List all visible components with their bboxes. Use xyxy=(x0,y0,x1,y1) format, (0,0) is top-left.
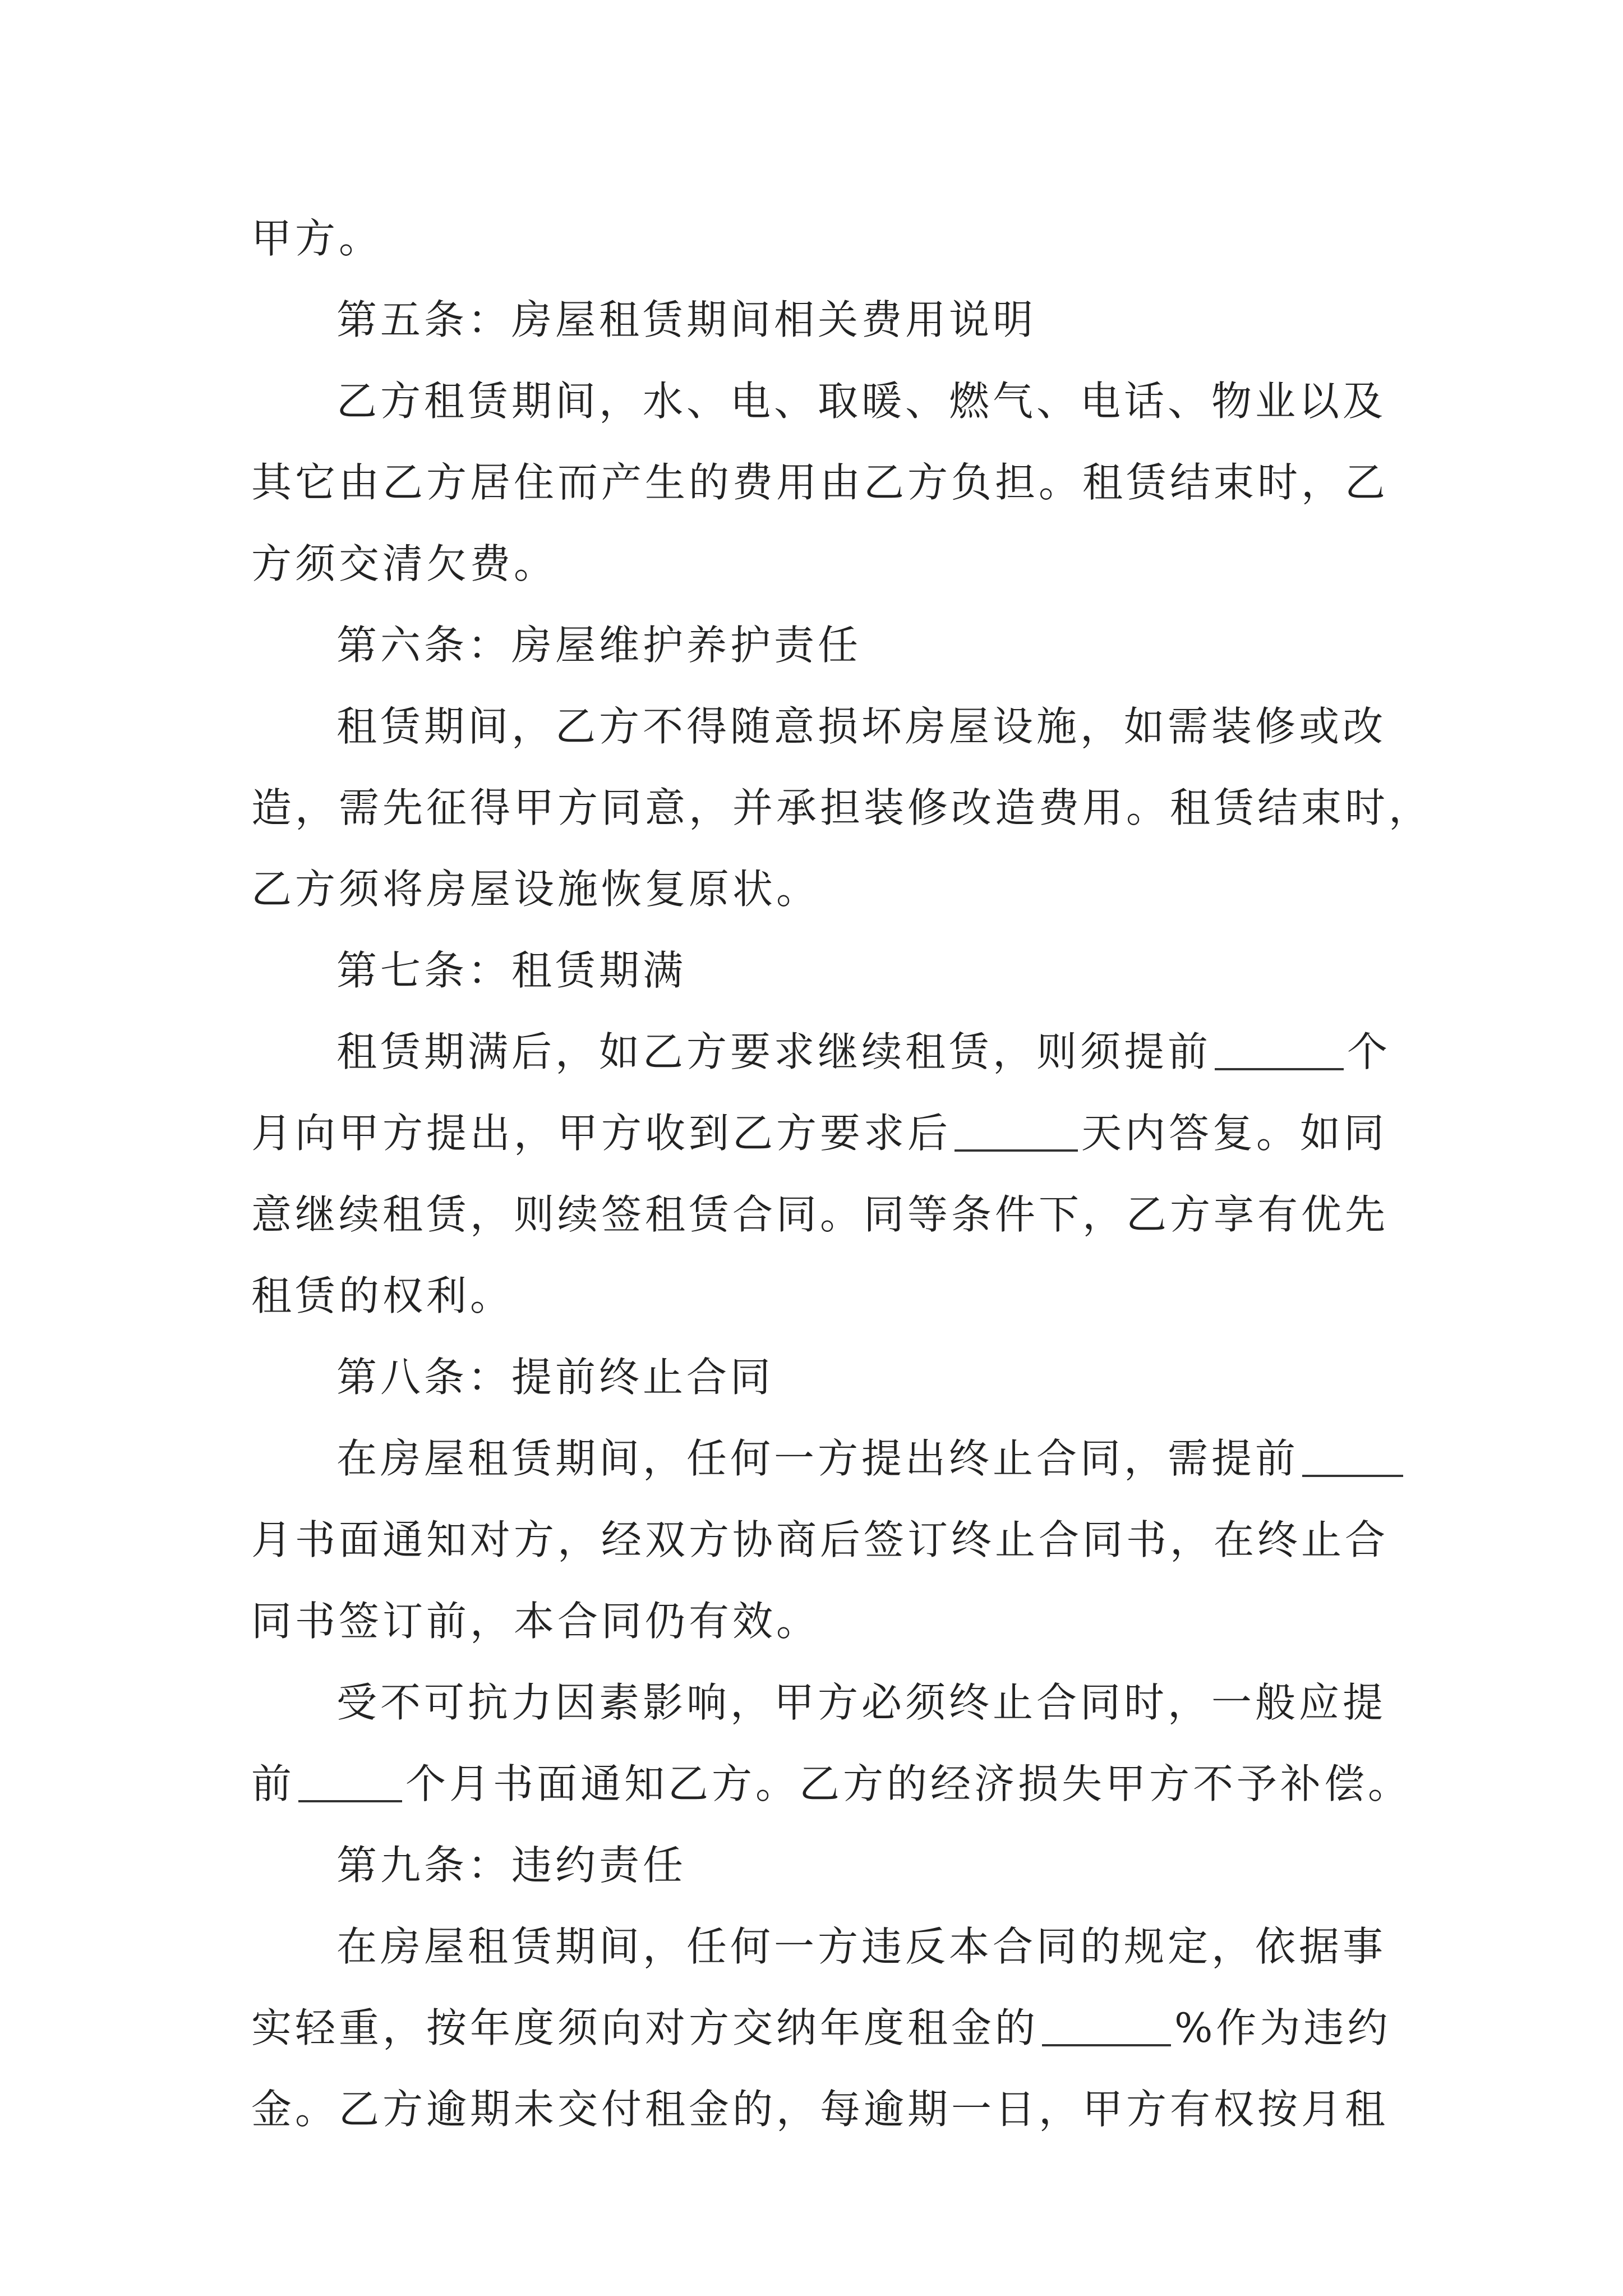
text-line xyxy=(251,530,557,597)
line-text: 个月书面通知乙方。乙方的经济损失甲方不予补偿。 xyxy=(405,1760,1412,1807)
fill-in-blank xyxy=(955,1109,1078,1152)
text-line xyxy=(251,1099,1387,1167)
line-text: 在房屋租赁期间，任何一方违反本合同的规定，依据事 xyxy=(336,1923,1387,1970)
text-line xyxy=(251,774,1432,841)
line-text: 天内答复。如同 xyxy=(1081,1110,1388,1157)
text-line xyxy=(251,1262,514,1329)
line-text: %作为违约 xyxy=(1174,2004,1391,2051)
fill-in-blank xyxy=(298,1760,402,1802)
section-heading-7 xyxy=(336,937,686,1004)
line-text: 个 xyxy=(1347,1028,1391,1075)
line-text: 同书签订前，本合同仍有效。 xyxy=(251,1598,820,1645)
text-line xyxy=(251,449,1389,516)
line-text: 其它由乙方居住而产生的费用由乙方负担。租赁结束时，乙 xyxy=(251,459,1389,506)
text-line xyxy=(336,367,1386,435)
line-text: 在房屋租赁期间，任何一方提出终止合同，需提前 xyxy=(336,1435,1299,1482)
line-text: 造，需先征得甲方同意，并承担装修改造费用。租赁结束时， xyxy=(251,784,1433,831)
line-text: 乙方须将房屋设施恢复原状。 xyxy=(251,866,820,913)
line-text: 租赁期间，乙方不得随意损坏房屋设施，如需装修或改 xyxy=(336,703,1387,750)
fill-in-blank xyxy=(1302,1434,1403,1477)
fill-in-blank xyxy=(1042,2004,1171,2046)
heading-text: 第六条：房屋维护养护责任 xyxy=(336,622,862,669)
heading-text: 第五条：房屋租赁期间相关费用说明 xyxy=(336,296,1037,343)
text-line xyxy=(336,693,1386,760)
line-text: 实轻重，按年度须向对方交纳年度租金的 xyxy=(251,2004,1039,2051)
text-line xyxy=(336,1913,1386,1980)
heading-text: 第八条：提前终止合同 xyxy=(336,1354,774,1401)
line-text: 租赁期满后，如乙方要求继续租赁，则须提前 xyxy=(336,1028,1212,1075)
line-text: 金。乙方逾期未交付租金的，每逾期一日，甲方有权按月租 xyxy=(251,2086,1389,2133)
line-text: 甲方。 xyxy=(251,215,383,262)
text-line xyxy=(251,1588,820,1655)
line-text: 月书面通知对方，经双方协商后签订终止合同书，在终止合 xyxy=(251,1516,1389,1563)
text-line xyxy=(336,1669,1386,1736)
heading-text: 第七条：租赁期满 xyxy=(336,947,687,994)
text-line xyxy=(251,2076,1389,2143)
section-heading-5 xyxy=(336,286,1036,353)
line-text: 方须交清欠费。 xyxy=(251,540,558,587)
line-text: 月向甲方提出，甲方收到乙方要求后 xyxy=(251,1110,952,1157)
text-line xyxy=(251,1181,1389,1248)
text-line xyxy=(251,205,382,272)
line-text: 租赁的权利。 xyxy=(251,1272,514,1319)
section-heading-9 xyxy=(336,1832,686,1899)
fill-in-blank xyxy=(1215,1028,1344,1070)
text-line xyxy=(336,1425,1407,1492)
line-text: 前 xyxy=(251,1760,296,1807)
section-heading-6 xyxy=(336,611,861,679)
heading-text: 第九条：违约责任 xyxy=(336,1842,687,1889)
text-line xyxy=(251,1750,1412,1818)
section-heading-8 xyxy=(336,1343,774,1411)
line-text: 意继续租赁，则续签租赁合同。同等条件下，乙方享有优先 xyxy=(251,1191,1389,1238)
text-line xyxy=(336,1018,1391,1085)
text-line xyxy=(251,1994,1391,2062)
line-text: 受不可抗力因素影响，甲方必须终止合同时，一般应提 xyxy=(336,1679,1387,1726)
text-line xyxy=(251,1506,1389,1573)
text-line xyxy=(251,855,820,923)
line-text: 乙方租赁期间，水、电、取暖、燃气、电话、物业以及 xyxy=(336,378,1387,425)
